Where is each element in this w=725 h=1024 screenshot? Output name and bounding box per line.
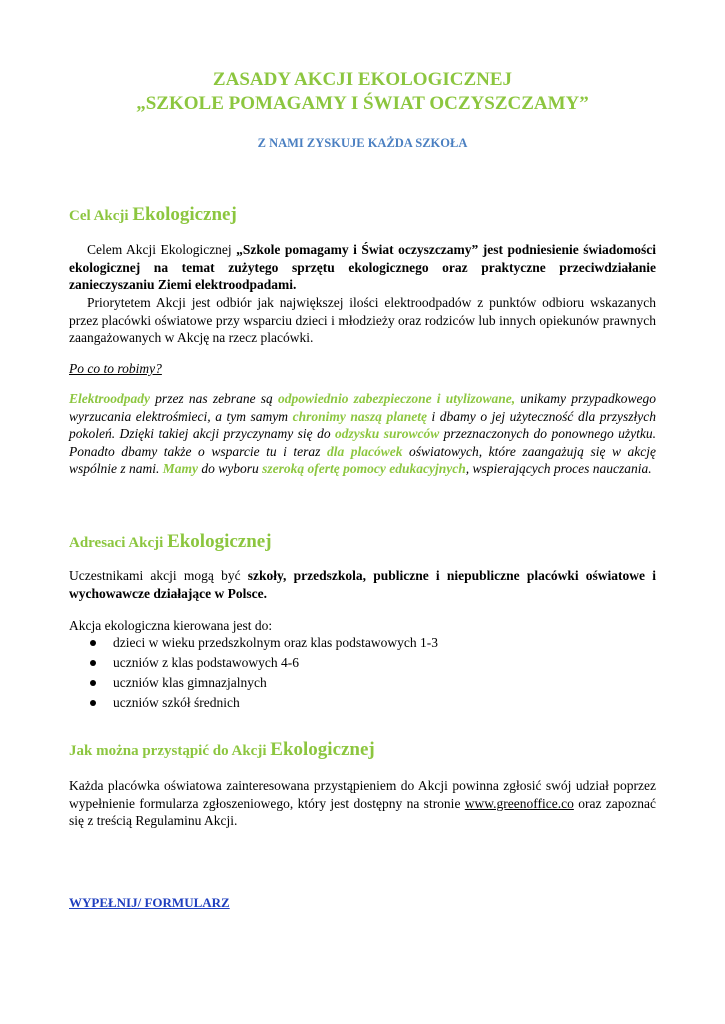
- priority-text: Priorytetem Akcji jest odbiór jak największej ilości elektroodpadów z punktów odbioru wskazanych przez placówki oświatowe przy wsparciu dzieci i młodzieży oraz rodziców lub innych opiekunów prawnych zaangażowanych w Akcję na rzecz placówki.: [69, 295, 656, 345]
- section-heading-join: [69, 739, 375, 761]
- list-item: [90, 653, 438, 673]
- document-title-line1: ZASADY AKCJI EKOLOGICZNEJ: [212, 69, 513, 90]
- why-text-11: Mamy: [162, 461, 199, 476]
- priority-paragraph: [69, 294, 656, 347]
- list-item: [90, 673, 438, 693]
- why-text-10: oświatowych, które zaangażują się w akcję wspólnie z nami.: [69, 443, 656, 476]
- target-list: [90, 633, 438, 713]
- join-text-b: oraz zapoznać się z treścią Regulaminu Akcji.: [69, 795, 656, 828]
- list-item-text: uczniów szkół średnich: [113, 695, 240, 710]
- why-text-4: unikamy przypadkowego wyrzucania elektrośmieci, a tym samym: [69, 391, 656, 424]
- why-text-2: przez nas zebrane są: [150, 391, 278, 406]
- why-text-12: do wyboru: [198, 461, 263, 476]
- document-title-line2: „SZKOLE POMAGAMY I ŚWIAT OCZYSZCZAMY”: [136, 93, 589, 114]
- list-item-text: uczniów klas gimnazjalnych: [113, 675, 267, 690]
- why-text-1: Elektroodpady: [69, 391, 150, 406]
- why-text-6: i dbamy o jej użyteczność dla przyszłych pokoleń. Dzięki takiej akcji przyczynamy się do: [69, 408, 657, 441]
- heading-text-big: Ekologicznej: [167, 531, 272, 552]
- bullet-icon: [90, 680, 96, 686]
- join-text-a: Każda placówka oświatowa zainteresowana przystąpieniem do Akcji powinna zgłosić swój udział poprzez wypełnienie formularza zgłoszeniowego, który jest dostępny na stronie: [69, 778, 656, 811]
- document-subtitle: Z NAMI ZYSKUJE KAŻDA SZKOŁA: [257, 136, 468, 150]
- heading-text-big: Ekologicznej: [132, 204, 237, 225]
- fill-form-link[interactable]: WYPEŁNIJ/ FORMULARZ: [69, 895, 230, 910]
- heading-text-big: Ekologicznej: [270, 739, 375, 760]
- website-link[interactable]: www.greenoffice.co: [464, 795, 574, 811]
- bullet-icon: [90, 640, 96, 646]
- why-text-9: dla placówek: [326, 443, 403, 459]
- goal-text-b: „Szkole pomagamy i Świat oczyszczamy” jest podniesienie świadomości ekologicznej na temat zużytego sprzętu ekologicznego oraz praktyczne przeciwdziałanie zanieczyszaniu Ziemi elektroodpadami.: [69, 242, 656, 292]
- heading-text-small: Jak można przystąpić do Akcji: [69, 743, 271, 759]
- goal-text-a: Celem Akcji Ekologicznej: [87, 242, 237, 257]
- why-paragraph: [69, 390, 656, 478]
- participants-text-b: szkoły, przedszkola, publiczne i niepubliczne placówki oświatowe i wychowawcze działające w Polsce.: [69, 568, 656, 601]
- section-heading-goal: [69, 204, 237, 226]
- section-heading-recipients: [69, 531, 272, 553]
- why-text-8: przeznaczonych do ponownego użytku. Ponadto dbamy także o wsparcie tu i teraz: [69, 426, 657, 459]
- why-text-7: odzysku surowców: [335, 426, 440, 441]
- why-text-13: szeroką ofertę pomocy edukacyjnych: [262, 461, 466, 476]
- target-intro: Akcja ekologiczna kierowana jest do:: [69, 618, 273, 633]
- list-item-text: uczniów z klas podstawowych 4-6: [113, 655, 299, 670]
- list-item-text: dzieci w wieku przedszkolnym oraz klas podstawowych 1-3: [113, 635, 439, 650]
- participants-text-a: Uczestnikami akcji mogą być: [69, 568, 248, 583]
- list-item: [90, 693, 438, 713]
- why-heading: Po co to robimy?: [69, 361, 162, 376]
- heading-text-small: Cel Akcji: [69, 208, 133, 224]
- participants-paragraph: [69, 567, 656, 602]
- why-text-14: , wspierających proces nauczania.: [465, 461, 652, 476]
- why-text-3: odpowiednio zabezpieczone i utylizowane,: [277, 391, 516, 406]
- bullet-icon: [90, 700, 96, 706]
- list-item: [90, 633, 438, 653]
- why-text-5: chronimy naszą planetę: [292, 408, 427, 424]
- heading-text-small: Adresaci Akcji: [69, 535, 168, 551]
- bullet-icon: [90, 660, 96, 666]
- join-paragraph: [69, 777, 656, 830]
- goal-paragraph: [69, 241, 656, 294]
